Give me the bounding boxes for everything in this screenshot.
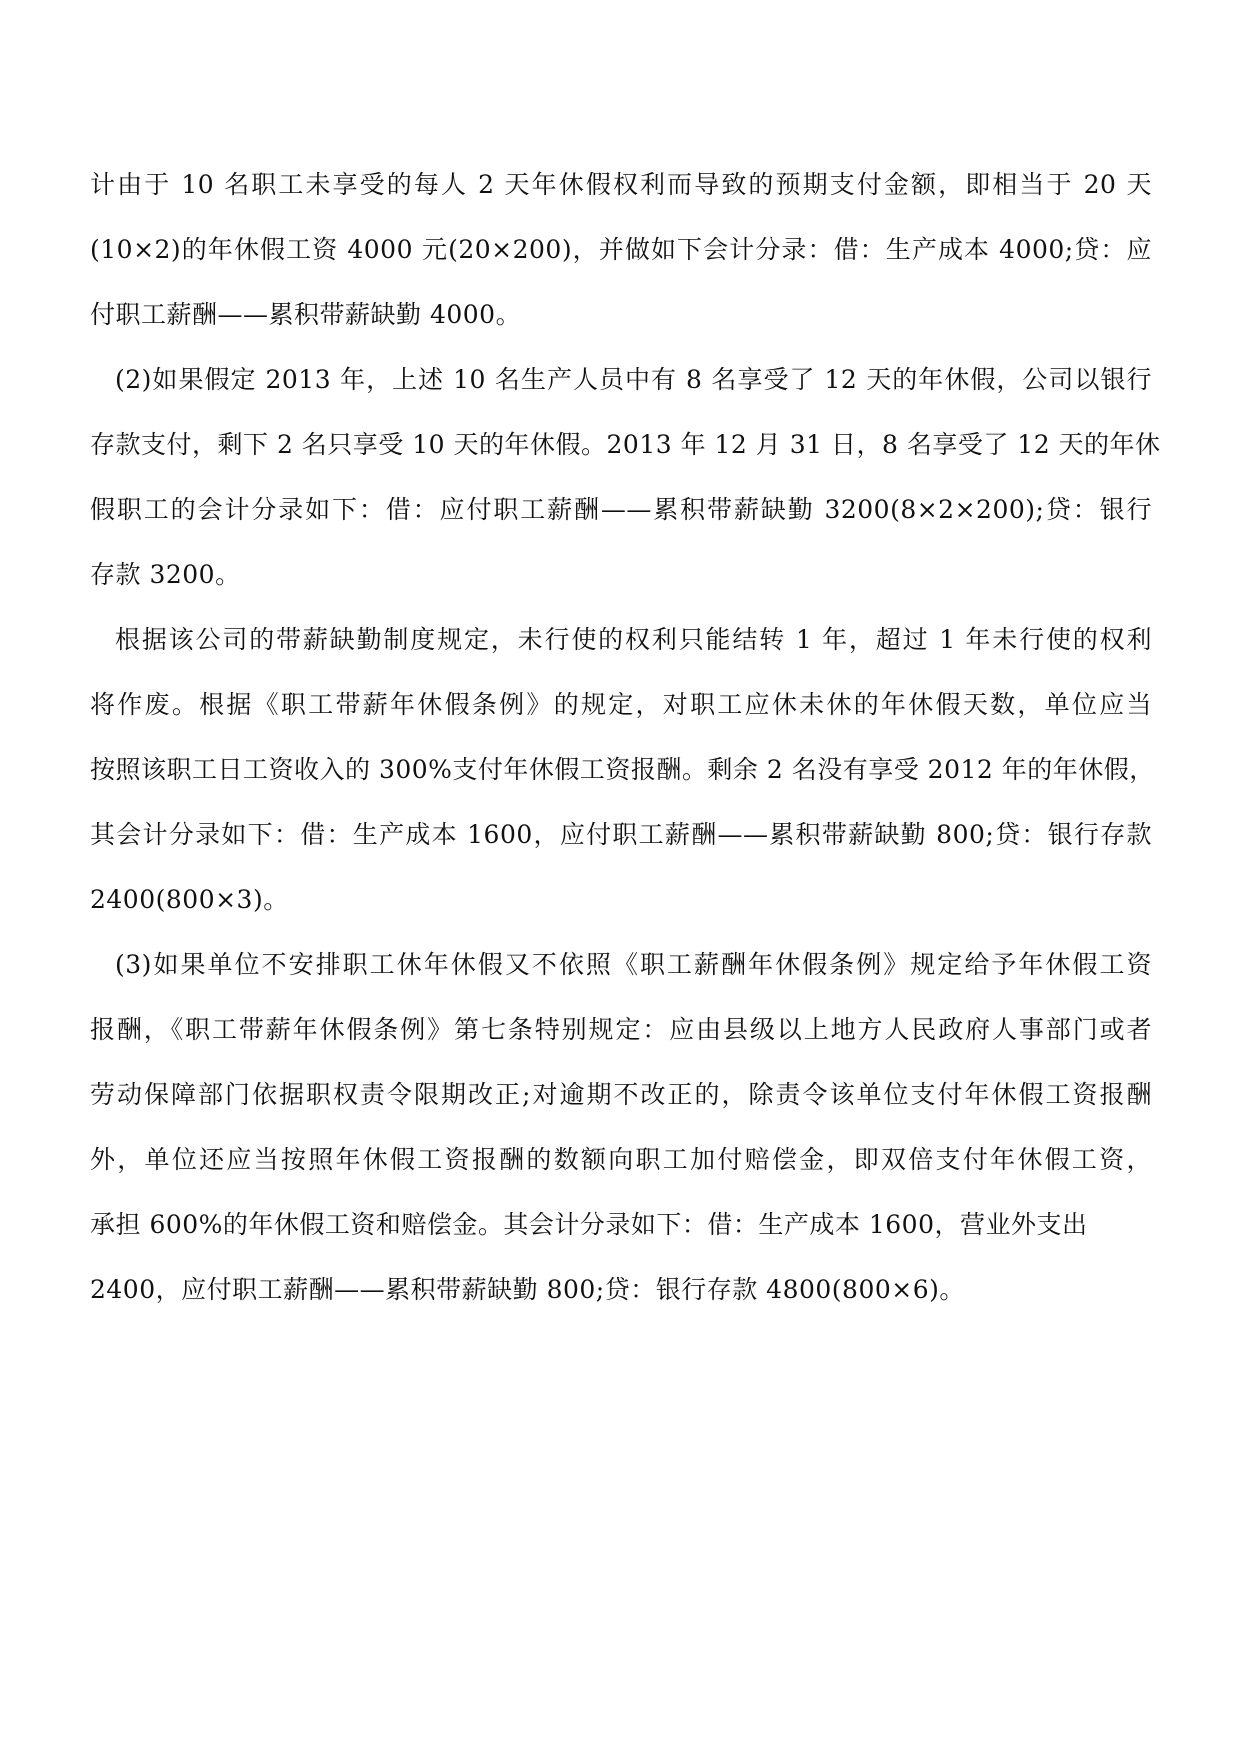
text-line: 外，单位还应当按照年休假工资报酬的数额向职工加付赔偿金，即双倍支付年休假工资，	[90, 1145, 1152, 1174]
text-line: (3)如果单位不安排职工休年休假又不依照《职工薪酬年休假条例》规定给予年休假工资	[115, 950, 1152, 979]
text-line: 存款 3200。	[90, 560, 241, 589]
text-line: 存款支付，剩下 2 名只享受 10 天的年休假。2013 年 12 月 31 日，8 名享受了 12 天的年休	[90, 430, 1161, 459]
text-line: (2)如果假定 2013 年，上述 10 名生产人员中有 8 名享受了 12 天的年休假，公司以银行	[115, 365, 1152, 394]
paragraph-4	[90, 932, 1152, 1322]
text-line: 将作废。根据《职工带薪年休假条例》的规定，对职工应休未休的年休假天数，单位应当	[90, 690, 1152, 719]
text-line: 报酬，《职工带薪年休假条例》第七条特别规定：应由县级以上地方人民政府人事部门或者	[90, 1015, 1152, 1044]
text-line: 计由于 10 名职工未享受的每人 2 天年休假权利而导致的预期支付金额，即相当于 20 天	[90, 170, 1152, 199]
text-line: 2400(800×3)。	[90, 885, 289, 914]
text-line: 假职工的会计分录如下：借：应付职工薪酬——累积带薪缺勤 3200(8×2×200);贷：银行	[90, 495, 1152, 524]
paragraph-2	[90, 347, 1161, 607]
text-line: 按照该职工日工资收入的 300%支付年休假工资报酬。剩余 2 名没有享受 2012 年的年休假，	[90, 755, 1155, 784]
text-line: 其会计分录如下：借：生产成本 1600，应付职工薪酬——累积带薪缺勤 800;贷：银行存款	[90, 820, 1152, 849]
text-line: 2400，应付职工薪酬——累积带薪缺勤 800;贷：银行存款 4800(800×6)。	[90, 1275, 965, 1304]
text-line: (10×2)的年休假工资 4000 元(20×200)，并做如下会计分录：借：生产成本 4000;贷：应	[90, 235, 1152, 264]
text-line: 付职工薪酬——累积带薪缺勤 4000。	[90, 300, 522, 329]
paragraph-1	[90, 152, 1152, 347]
text-line: 承担 600%的年休假工资和赔偿金。其会计分录如下：借：生产成本 1600，营业外支出	[90, 1210, 1088, 1239]
paragraph-3	[90, 607, 1155, 932]
text-line: 劳动保障部门依据职权责令限期改正;对逾期不改正的，除责令该单位支付年休假工资报酬	[90, 1080, 1152, 1109]
text-line: 根据该公司的带薪缺勤制度规定，未行使的权利只能结转 1 年，超过 1 年未行使的权利	[115, 625, 1152, 654]
document-body	[90, 152, 1161, 1322]
